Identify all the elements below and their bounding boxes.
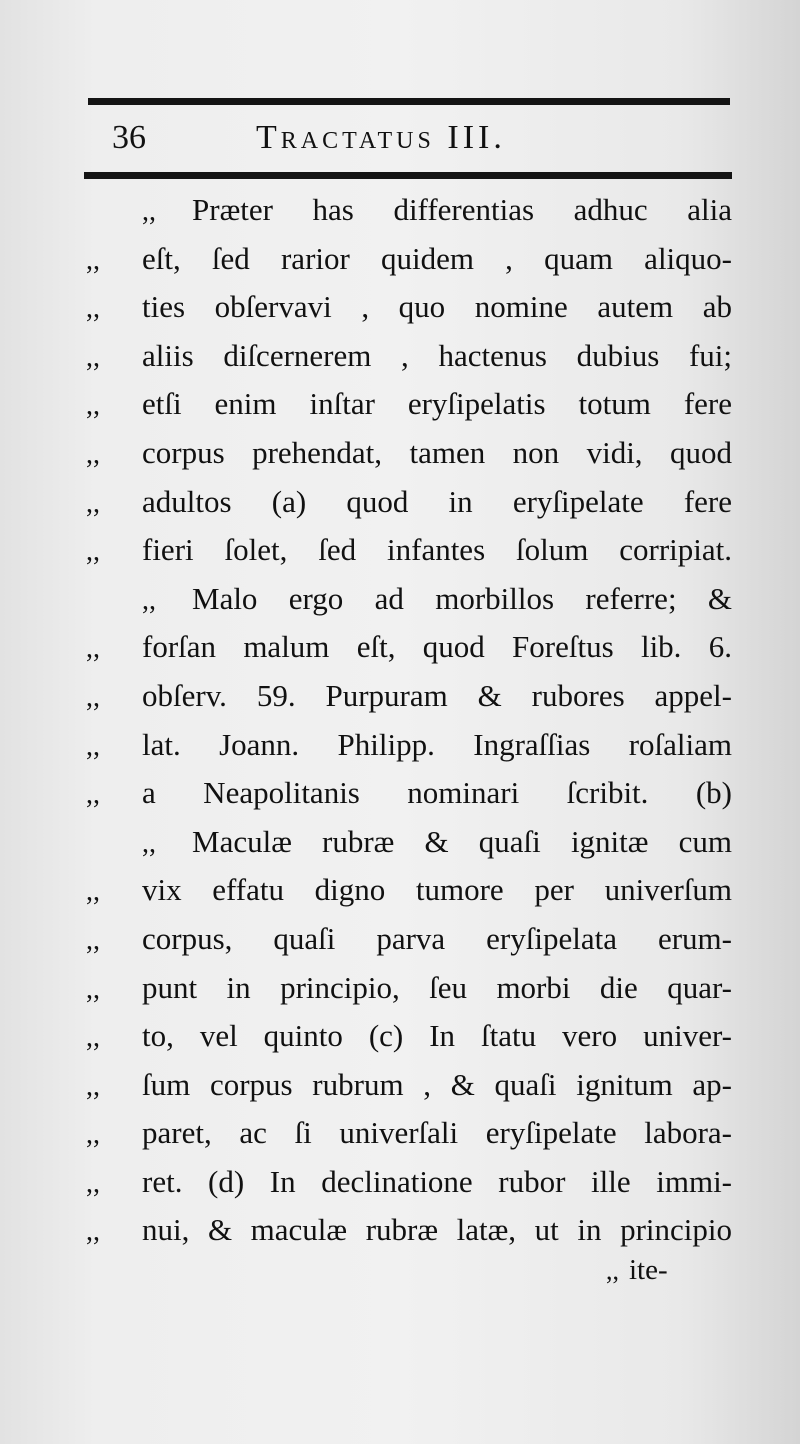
text-line	[86, 526, 740, 575]
quote-mark: ,,	[86, 487, 100, 519]
text-line	[86, 429, 740, 478]
quote-mark: ,,	[142, 827, 156, 859]
catchword	[606, 1250, 668, 1291]
line-text: forſan malum eſt, quod Foreſtus lib. 6.	[142, 629, 732, 665]
text-line	[86, 1158, 740, 1207]
line-text: etſi enim inſtar eryſipelatis totum fere	[142, 386, 732, 422]
quote-mark: ,,	[86, 1167, 100, 1199]
text-line	[86, 818, 740, 867]
line-text: vix effatu digno tumore per univerſum	[142, 872, 732, 908]
quote-mark: ,,	[86, 730, 100, 762]
quote-mark: ,,	[86, 1070, 100, 1102]
line-text: nui, & maculæ rubræ latæ, ut in principio	[142, 1212, 732, 1248]
text-line	[86, 235, 740, 284]
quote-mark: ,,	[86, 1022, 100, 1054]
body-text	[86, 186, 740, 1255]
quote-mark: ,,	[86, 681, 100, 713]
quote-mark: ,,	[86, 341, 100, 373]
line-text: Malo ergo ad morbillos referre; &	[192, 580, 732, 616]
line-text: adultos (a) quod in eryſipelate fere	[142, 483, 732, 519]
line-text: Præter has differentias adhuc alia	[192, 192, 732, 227]
line-text: ties obſervavi , quo nomine autem ab	[142, 289, 732, 325]
line-text: fieri ſolet, ſed infantes ſolum corripiat.	[142, 532, 732, 568]
line-text: lat. Joann. Philipp. Ingraſſias roſaliam	[142, 726, 732, 762]
header-rule-top	[88, 98, 730, 105]
text-line	[86, 1109, 740, 1158]
line-text: to, vel quinto (c) In ſtatu vero univer-	[142, 1018, 732, 1054]
line-text: eſt, ſed rarior quidem , quam aliquo-	[142, 240, 732, 276]
line-text: Maculæ rubræ & quaſi ignitæ cum	[192, 823, 732, 859]
line-text: punt in principio, ſeu morbi die quar-	[142, 969, 732, 1005]
quote-mark: ,,	[86, 293, 100, 325]
line-text: corpus prehendat, tamen non vidi, quod	[142, 434, 732, 470]
text-line	[86, 1012, 740, 1061]
quote-mark: ,,	[142, 196, 156, 227]
quote-mark: ,,	[86, 1216, 100, 1248]
text-line	[86, 186, 740, 235]
text-line	[86, 1061, 740, 1110]
text-line	[86, 866, 740, 915]
quote-mark: ,,	[86, 876, 100, 908]
quote-mark: ,,	[86, 924, 100, 956]
text-line	[86, 332, 740, 381]
line-text: obſerv. 59. Purpuram & rubores appel-	[142, 677, 732, 713]
text-line	[86, 575, 740, 624]
text-line	[86, 380, 740, 429]
line-text: aliis diſcernerem , hactenus dubius fui;	[142, 337, 732, 373]
text-line	[86, 672, 740, 721]
quote-mark: ,,	[86, 244, 100, 276]
text-line	[86, 1206, 740, 1255]
line-text: a Neapolitanis nominari ſcribit. (b)	[142, 775, 732, 811]
quote-mark: ,,	[86, 779, 100, 811]
line-text: corpus, quaſi parva eryſipelata erum-	[142, 920, 732, 956]
quote-mark: ,,	[86, 973, 100, 1005]
running-title: Tractatus III.	[256, 119, 506, 156]
catchword-text: ite-	[629, 1254, 668, 1286]
header-rule-bottom	[84, 172, 732, 179]
line-text: ret. (d) In declinatione rubor ille immi-	[142, 1163, 732, 1199]
text-line	[86, 623, 740, 672]
text-line	[86, 964, 740, 1013]
quote-mark: ,,	[86, 390, 100, 422]
text-line	[86, 478, 740, 527]
line-text: ſum corpus rubrum , & quaſi ignitum ap-	[142, 1066, 732, 1102]
catchword-quote-mark: ,,	[606, 1256, 619, 1285]
text-line	[86, 915, 740, 964]
line-text: paret, ac ſi univerſali eryſipelate labora-	[142, 1115, 732, 1151]
text-line	[86, 769, 740, 818]
page-number: 36	[112, 119, 146, 156]
quote-mark: ,,	[86, 536, 100, 568]
quote-mark: ,,	[86, 1119, 100, 1151]
quote-mark: ,,	[86, 633, 100, 665]
text-line	[86, 283, 740, 332]
text-line	[86, 721, 740, 770]
quote-mark: ,,	[86, 438, 100, 470]
quote-mark: ,,	[142, 584, 156, 616]
page-header	[112, 112, 672, 164]
